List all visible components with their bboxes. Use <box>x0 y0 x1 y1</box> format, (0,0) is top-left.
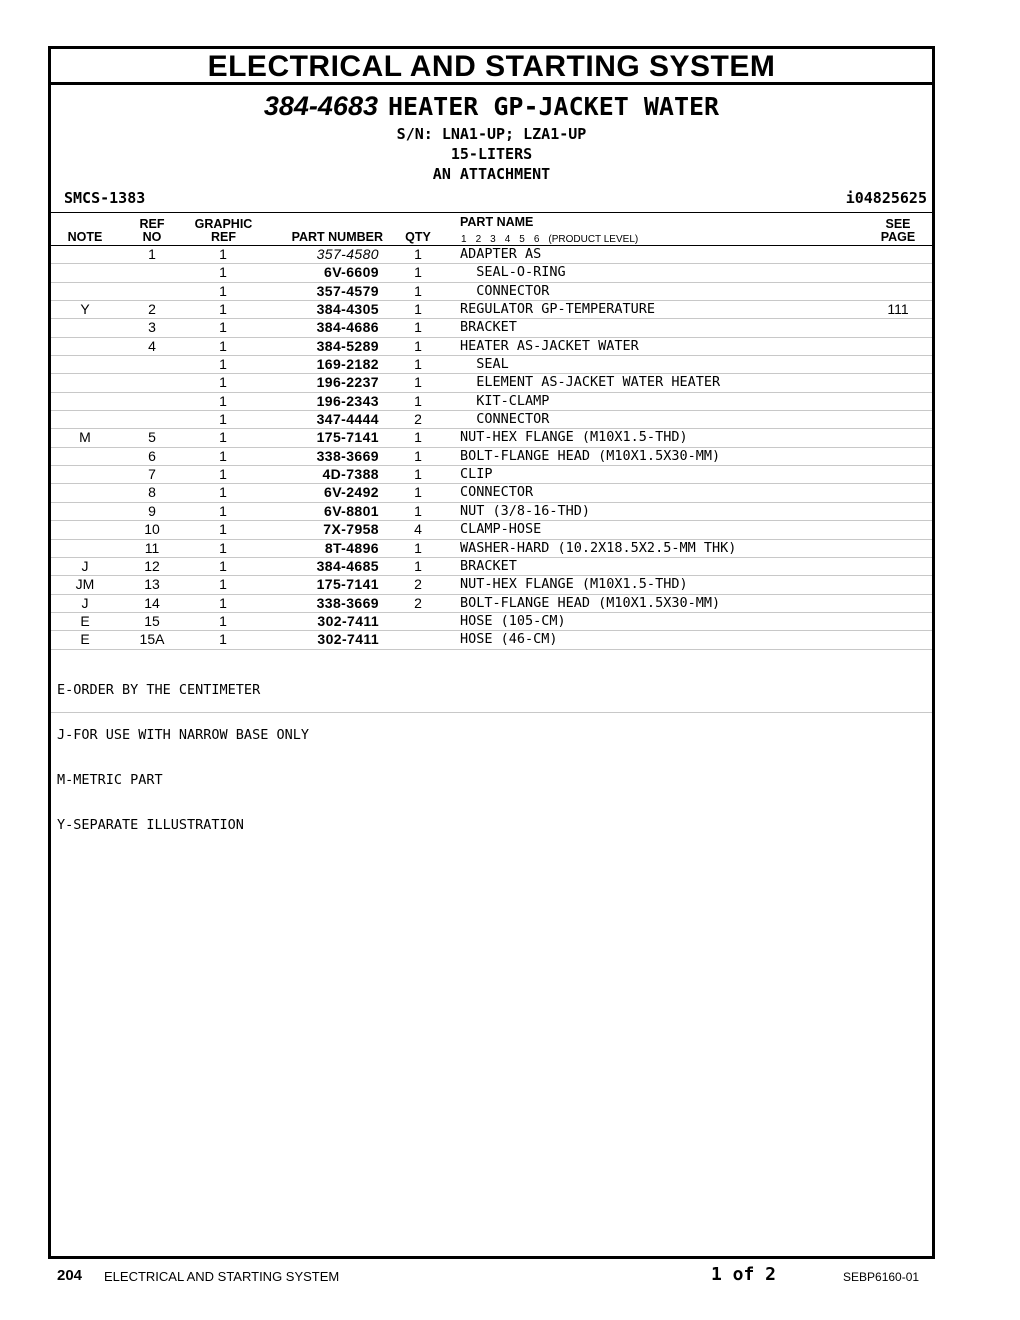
serial-range: S/N: LNA1-UP; LZA1-UP <box>396 125 587 143</box>
part-graphic-ref: 1 <box>219 392 227 409</box>
footer-page-number: 204 <box>57 1267 83 1284</box>
part-qty: 1 <box>414 429 422 446</box>
part-ref-no: 12 <box>144 557 160 574</box>
col-header-see-page <box>873 218 923 244</box>
parts-table <box>51 246 932 650</box>
part-qty: 1 <box>414 392 422 409</box>
part-note: M <box>79 429 91 446</box>
part-graphic-ref: 1 <box>219 631 227 648</box>
part-graphic-ref: 1 <box>219 337 227 354</box>
part-graphic-ref: 1 <box>219 484 227 501</box>
part-qty: 1 <box>414 356 422 373</box>
col-header-graphic-line1: GRAPHIC <box>194 217 253 231</box>
table-row <box>51 448 932 466</box>
col-header-note: NOTE <box>67 230 103 244</box>
part-graphic-ref: 1 <box>219 612 227 629</box>
liters-line: 15-LITERS <box>450 145 533 163</box>
table-row <box>51 246 932 264</box>
part-number: 357-4579 <box>316 282 379 299</box>
part-name: NUT-HEX FLANGE (M10X1.5-THD) <box>460 576 688 593</box>
part-qty: 1 <box>414 539 422 556</box>
part-qty: 1 <box>414 484 422 501</box>
table-row <box>51 558 932 576</box>
part-name: SEAL-O-RING <box>460 264 566 281</box>
part-graphic-ref: 1 <box>219 447 227 464</box>
table-row <box>51 319 932 337</box>
part-graphic-ref: 1 <box>219 594 227 611</box>
table-row <box>51 374 932 392</box>
col-header-ref-line2: NO <box>142 230 162 244</box>
part-ref-no: 13 <box>144 576 160 593</box>
part-number: 302-7411 <box>317 612 379 629</box>
part-qty: 2 <box>414 594 422 611</box>
part-name: CONNECTOR <box>460 411 550 428</box>
part-number: 6V-8801 <box>324 502 379 519</box>
part-ref-no: 3 <box>148 319 156 336</box>
part-name: BRACKET <box>460 557 517 574</box>
part-note: Y <box>80 301 90 318</box>
part-qty: 1 <box>414 246 422 262</box>
part-graphic-ref: 1 <box>219 246 227 262</box>
part-qty: 1 <box>414 557 422 574</box>
level-2: 2 <box>475 234 482 245</box>
part-qty: 1 <box>414 282 422 299</box>
note-line: E-ORDER BY THE CENTIMETER <box>57 682 261 698</box>
part-graphic-ref: 1 <box>219 576 227 593</box>
part-name: WASHER-HARD (10.2X18.5X2.5-MM THK) <box>460 539 737 556</box>
part-number: 384-4685 <box>316 557 379 574</box>
level-5: 5 <box>519 234 525 245</box>
group-number: 384-4683 <box>263 91 378 121</box>
part-name: CONNECTOR <box>460 282 550 299</box>
table-row <box>51 484 932 502</box>
part-name: BOLT-FLANGE HEAD (M10X1.5X30-MM) <box>460 594 721 611</box>
part-ref-no: 2 <box>148 301 156 318</box>
table-row <box>51 338 932 356</box>
part-see-page: 111 <box>887 301 909 318</box>
part-ref-no: 7 <box>148 466 156 483</box>
part-graphic-ref: 1 <box>219 411 227 428</box>
part-graphic-ref: 1 <box>219 539 227 556</box>
table-row <box>51 393 932 411</box>
part-ref-no: 4 <box>148 337 156 354</box>
part-number: 384-4686 <box>316 319 379 336</box>
part-qty: 4 <box>414 521 422 538</box>
level-4: 4 <box>504 234 511 245</box>
part-name: KIT-CLAMP <box>460 392 550 409</box>
part-name: NUT-HEX FLANGE (M10X1.5-THD) <box>460 429 688 446</box>
table-row <box>51 411 932 429</box>
part-name: SEAL <box>460 356 509 373</box>
group-name: HEATER GP-JACKET WATER <box>387 92 720 121</box>
part-name: HOSE (46-CM) <box>460 631 558 648</box>
part-graphic-ref: 1 <box>219 521 227 538</box>
illustration-id: i04825625 <box>845 189 927 207</box>
part-number: 169-2182 <box>316 356 379 373</box>
part-name: CONNECTOR <box>460 484 534 501</box>
note-line: Y-SEPARATE ILLUSTRATION <box>57 817 244 833</box>
part-ref-no: 11 <box>144 539 160 556</box>
part-name: ADAPTER AS <box>460 246 542 262</box>
table-row <box>51 540 932 558</box>
table-row <box>51 631 932 649</box>
table-row <box>51 429 932 447</box>
note-line: M-METRIC PART <box>57 772 163 788</box>
table-row <box>51 521 932 539</box>
part-number: 338-3669 <box>316 447 379 464</box>
part-ref-no: 1 <box>148 246 156 262</box>
table-row <box>51 301 932 319</box>
part-number: 6V-2492 <box>324 484 379 501</box>
part-qty: 1 <box>414 264 422 281</box>
part-ref-no: 9 <box>148 502 156 519</box>
part-graphic-ref: 1 <box>219 319 227 336</box>
page-frame <box>48 46 935 1259</box>
part-number: 196-2343 <box>316 392 379 409</box>
part-qty: 2 <box>414 576 422 593</box>
table-row <box>51 356 932 374</box>
col-header-ref <box>129 218 175 244</box>
part-name: HEATER AS-JACKET WATER <box>460 337 639 354</box>
part-note: J <box>81 594 89 611</box>
level-1: 1 <box>461 234 467 245</box>
table-row <box>51 613 932 631</box>
part-number: 302-7411 <box>317 631 379 648</box>
part-graphic-ref: 1 <box>219 356 227 373</box>
part-qty: 1 <box>414 502 422 519</box>
part-qty: 1 <box>414 301 422 318</box>
part-qty: 1 <box>414 319 422 336</box>
part-qty: 1 <box>414 466 422 483</box>
part-number: 357-4580 <box>316 246 379 262</box>
part-note: E <box>80 612 90 629</box>
part-number: 196-2237 <box>316 374 379 391</box>
part-number: 175-7141 <box>316 576 379 593</box>
col-header-qty: QTY <box>405 230 431 244</box>
part-ref-no: 10 <box>144 521 160 538</box>
part-graphic-ref: 1 <box>219 557 227 574</box>
smcs-code: SMCS-1383 <box>64 189 146 207</box>
part-number: 4D-7388 <box>322 466 379 483</box>
part-number: 384-4305 <box>316 301 379 318</box>
table-row <box>51 503 932 521</box>
part-number: 7X-7958 <box>323 521 379 538</box>
part-number: 347-4444 <box>316 411 379 428</box>
table-row <box>51 576 932 594</box>
footer-section: ELECTRICAL AND STARTING SYSTEM <box>104 1269 340 1284</box>
table-row <box>51 466 932 484</box>
part-name: BRACKET <box>460 319 517 336</box>
level-3: 3 <box>490 234 496 245</box>
part-note: JM <box>75 576 95 593</box>
part-note: E <box>80 631 90 648</box>
part-number: 338-3669 <box>316 594 379 611</box>
col-header-see-line2: PAGE <box>880 230 916 244</box>
col-header-graphic-line2: REF <box>211 230 236 244</box>
part-graphic-ref: 1 <box>219 429 227 446</box>
level-6: 6 <box>533 234 540 245</box>
col-header-see-line1: SEE <box>885 217 911 231</box>
part-graphic-ref: 1 <box>219 301 227 318</box>
part-graphic-ref: 1 <box>219 374 227 391</box>
header-rule <box>51 212 932 213</box>
footer-sheet: 1 of 2 <box>711 1264 777 1285</box>
part-name: ELEMENT AS-JACKET WATER HEATER <box>460 374 721 391</box>
part-name: BOLT-FLANGE HEAD (M10X1.5X30-MM) <box>460 447 721 464</box>
notes-rule <box>51 712 932 713</box>
part-name: CLAMP-HOSE <box>460 521 542 538</box>
part-ref-no: 15 <box>144 612 160 629</box>
table-row <box>51 283 932 301</box>
part-ref-no: 5 <box>148 429 156 446</box>
page-title: ELECTRICAL AND STARTING SYSTEM <box>51 49 932 85</box>
part-qty: 2 <box>414 411 422 428</box>
part-qty: 1 <box>414 447 422 464</box>
part-ref-no: 6 <box>148 447 156 464</box>
part-name: CLIP <box>460 466 493 483</box>
footer-doc-id: SEBP6160-01 <box>843 1270 920 1284</box>
part-ref-no: 14 <box>144 594 160 611</box>
part-graphic-ref: 1 <box>219 502 227 519</box>
product-levels <box>461 234 647 245</box>
part-ref-no: 15A <box>139 631 165 648</box>
part-ref-no: 8 <box>148 484 156 501</box>
part-name: HOSE (105-CM) <box>460 612 566 629</box>
part-number: 175-7141 <box>316 429 379 446</box>
part-qty: 1 <box>414 374 422 391</box>
group-title <box>51 93 932 120</box>
part-name: REGULATOR GP-TEMPERATURE <box>460 301 656 318</box>
col-header-ref-line1: REF <box>139 217 165 231</box>
product-level-label: (PRODUCT LEVEL) <box>548 234 639 245</box>
table-row <box>51 595 932 613</box>
part-qty: 1 <box>414 337 422 354</box>
table-row <box>51 264 932 282</box>
part-graphic-ref: 1 <box>219 264 227 281</box>
part-graphic-ref: 1 <box>219 466 227 483</box>
attachment-line: AN ATTACHMENT <box>432 165 551 183</box>
part-number: 384-5289 <box>316 337 379 354</box>
note-line: J-FOR USE WITH NARROW BASE ONLY <box>57 727 309 743</box>
part-number: 8T-4896 <box>324 539 379 556</box>
col-header-part-number: PART NUMBER <box>291 230 383 244</box>
part-graphic-ref: 1 <box>219 282 227 299</box>
col-header-part-name: PART NAME <box>460 215 534 229</box>
part-number: 6V-6609 <box>324 264 379 281</box>
part-name: NUT (3/8-16-THD) <box>460 502 591 519</box>
col-header-graphic-ref <box>186 218 261 244</box>
notes-block <box>57 653 309 863</box>
part-note: J <box>81 557 89 574</box>
